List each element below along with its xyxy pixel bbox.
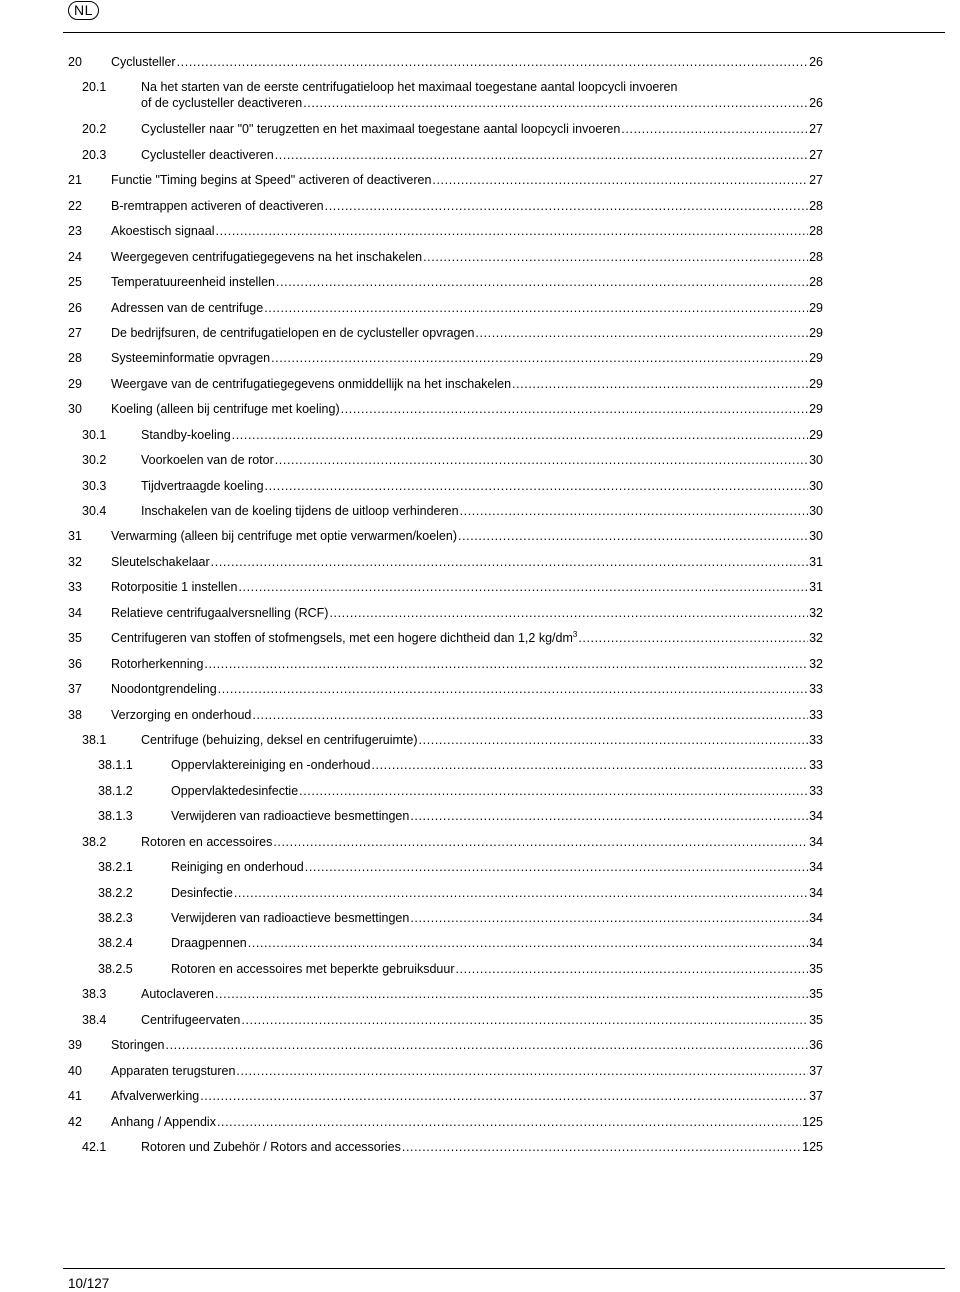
toc-entry-number: 30.4 bbox=[82, 504, 107, 518]
toc-dot-leader bbox=[271, 351, 808, 365]
toc-entry[interactable] bbox=[68, 957, 823, 982]
toc-entry[interactable] bbox=[68, 321, 823, 346]
toc-dot-leader bbox=[325, 199, 808, 213]
toc-entry[interactable] bbox=[68, 397, 823, 422]
toc-entry-page: 37 bbox=[809, 1089, 823, 1104]
toc-dot-leader bbox=[402, 1140, 801, 1154]
header-rule bbox=[63, 32, 945, 33]
toc-entry-number: 38.2.3 bbox=[98, 911, 133, 925]
toc-entry-page: 37 bbox=[809, 1063, 823, 1078]
toc-entry-number: 38.1.3 bbox=[98, 809, 133, 824]
toc-dot-leader bbox=[265, 479, 809, 493]
toc-entry-page: 33 bbox=[809, 682, 823, 697]
toc-dot-leader bbox=[200, 1089, 808, 1103]
toc-dot-leader bbox=[460, 504, 809, 518]
toc-entry-title: Afvalverwerking bbox=[111, 1089, 200, 1104]
toc-entry[interactable] bbox=[68, 168, 823, 193]
toc-dot-leader bbox=[423, 250, 808, 264]
toc-entry-page: 29 bbox=[809, 351, 823, 366]
toc-entry-page: 34 bbox=[809, 834, 823, 849]
toc-dot-leader bbox=[621, 122, 808, 136]
toc-entry-title: Na het starten van de eerste centrifugatieloop het maximaal toegestane aantal loopcycli invoeren bbox=[141, 80, 678, 95]
toc-entry-title: Rotoren en accessoires bbox=[141, 834, 273, 849]
toc-entry-title: Draagpennen bbox=[171, 936, 247, 951]
toc-entry-number: 36 bbox=[68, 656, 82, 671]
toc-entry-number: 38.2 bbox=[82, 834, 107, 849]
toc-dot-leader bbox=[211, 555, 808, 569]
toc-dot-leader bbox=[432, 173, 808, 187]
toc-entry-page: 30 bbox=[809, 529, 823, 544]
toc-dot-leader bbox=[299, 784, 808, 798]
toc-dot-leader bbox=[371, 758, 808, 772]
toc-entry[interactable] bbox=[68, 804, 823, 829]
toc-entry-number: 20.3 bbox=[82, 147, 107, 162]
toc-entry[interactable] bbox=[68, 550, 823, 575]
toc-dot-leader bbox=[475, 326, 808, 340]
toc-entry-title: Rotorpositie 1 instellen bbox=[111, 580, 238, 595]
toc-entry[interactable] bbox=[68, 982, 823, 1007]
toc-entry-number: 26 bbox=[68, 300, 82, 315]
toc-dot-leader bbox=[273, 835, 808, 849]
toc-entry[interactable] bbox=[68, 1008, 823, 1033]
toc-dot-leader bbox=[275, 453, 808, 467]
toc-dot-leader bbox=[217, 1115, 801, 1129]
toc-entry-number: 29 bbox=[68, 376, 82, 391]
toc-entry-title: Weergave van de centrifugatiegegevens onmiddellijk na het inschakelen bbox=[111, 376, 512, 391]
toc-entry-title: Sleutelschakelaar bbox=[111, 554, 210, 569]
toc-entry-title: Rotoren en accessoires met beperkte gebruiksduur bbox=[171, 961, 455, 976]
toc-dot-leader bbox=[241, 1013, 808, 1027]
toc-entry-title: Apparaten terugsturen bbox=[111, 1063, 236, 1078]
toc-entry-title: Cyclusteller naar "0" terugzetten en het maximaal toegestane aantal loopcycli invoeren bbox=[141, 122, 621, 137]
toc-entry[interactable] bbox=[68, 830, 823, 855]
toc-entry-page: 29 bbox=[809, 300, 823, 315]
toc-entry-title: Centrifuge (behuizing, deksel en centrifugeruimte) bbox=[141, 732, 418, 747]
toc-dot-leader bbox=[204, 657, 808, 671]
toc-entry-title: Verzorging en onderhoud bbox=[111, 707, 252, 722]
toc-entry-title: B-remtrappen activeren of deactiveren bbox=[111, 198, 324, 213]
toc-entry-title: Cyclusteller bbox=[111, 55, 176, 69]
toc-entry[interactable] bbox=[68, 931, 823, 956]
toc-entry[interactable] bbox=[68, 881, 823, 906]
toc-entry-title: Verwijderen van radioactieve besmettingen bbox=[171, 809, 410, 824]
toc-dot-leader bbox=[236, 1064, 808, 1078]
toc-entry[interactable] bbox=[68, 703, 823, 728]
toc-entry-number: 28 bbox=[68, 351, 82, 366]
toc-dot-leader bbox=[419, 733, 809, 747]
toc-dot-leader bbox=[276, 275, 808, 289]
toc-entry-title: Rotorherkenning bbox=[111, 656, 204, 671]
toc-dot-leader bbox=[248, 936, 808, 950]
toc-entry[interactable] bbox=[68, 601, 823, 626]
toc-dot-leader bbox=[238, 580, 808, 594]
toc-entry-number: 39 bbox=[68, 1038, 82, 1053]
toc-entry-number: 20 bbox=[68, 55, 82, 69]
toc-entry-title: Noodontgrendeling bbox=[111, 682, 217, 697]
toc-entry-title: Voorkoelen van de rotor bbox=[141, 453, 274, 468]
toc-entry-page: 125 bbox=[802, 1139, 823, 1154]
toc-entry-page: 30 bbox=[809, 504, 823, 518]
toc-entry-title: Temperatuureenheid instellen bbox=[111, 275, 275, 290]
toc-entry-page: 29 bbox=[809, 427, 823, 442]
toc-dot-leader bbox=[232, 428, 808, 442]
toc-entry[interactable] bbox=[68, 728, 823, 753]
toc-entry[interactable] bbox=[68, 270, 823, 295]
toc-entry-number: 37 bbox=[68, 682, 82, 697]
toc-entry-number: 38.1.2 bbox=[98, 783, 133, 798]
toc-entry-title: Centrifugeren van stoffen of stofmengsels, met een hogere dichtheid dan 1,2 $kg/dm^3$ bbox=[111, 630, 578, 646]
toc-entry[interactable] bbox=[68, 906, 823, 931]
toc-entry-number: 38.2.1 bbox=[98, 860, 133, 875]
toc-entry-number: 38.2.4 bbox=[98, 936, 133, 951]
toc-entry-number: 32 bbox=[68, 554, 82, 569]
toc-entry-number: 30 bbox=[68, 402, 82, 417]
toc-entry[interactable] bbox=[68, 448, 823, 473]
toc-entry[interactable] bbox=[68, 855, 823, 880]
toc-entry-page: 30 bbox=[809, 478, 823, 493]
toc-dot-leader bbox=[216, 224, 809, 238]
toc-dot-leader bbox=[215, 987, 808, 1001]
toc-entry-page: 28 bbox=[809, 275, 823, 290]
toc-dot-leader bbox=[275, 148, 808, 162]
toc-entry-title: of de cyclusteller deactiveren bbox=[141, 96, 303, 111]
toc-entry-page: 26 bbox=[809, 96, 823, 111]
toc-entry-page: 34 bbox=[809, 885, 823, 900]
toc-entry-title: Rotoren und Zubehör / Rotors and accessories bbox=[141, 1139, 401, 1154]
toc-entry-page: 36 bbox=[809, 1038, 823, 1053]
toc-entry-number: 38.1.1 bbox=[98, 758, 133, 773]
toc-entry-number: 42 bbox=[68, 1114, 82, 1129]
toc-entry-number: 20.1 bbox=[82, 80, 107, 95]
toc-dot-leader bbox=[305, 860, 808, 874]
toc-entry-page: 28 bbox=[809, 249, 823, 264]
toc-dot-leader bbox=[410, 911, 808, 925]
toc-dot-leader bbox=[458, 529, 808, 543]
toc-entry[interactable] bbox=[68, 346, 823, 371]
toc-entry[interactable] bbox=[68, 1135, 823, 1160]
toc-entry-page: 34 bbox=[809, 936, 823, 951]
toc-entry-page: 125 bbox=[802, 1114, 823, 1129]
toc-entry-page: 33 bbox=[809, 707, 823, 722]
toc-entry[interactable] bbox=[68, 1033, 823, 1058]
toc-entry-number: 40 bbox=[68, 1063, 82, 1078]
toc-entry[interactable] bbox=[68, 1110, 823, 1135]
page-number: 10/127 bbox=[68, 1276, 110, 1291]
toc-entry-number: 38.3 bbox=[82, 987, 107, 1002]
toc-dot-leader bbox=[177, 55, 808, 69]
toc-entry[interactable] bbox=[68, 575, 823, 600]
toc-entry-number: 35 bbox=[68, 631, 82, 646]
toc-entry-title: Koeling (alleen bij centrifuge met koeling) bbox=[111, 402, 340, 417]
toc-entry[interactable] bbox=[68, 1084, 823, 1109]
toc-entry-title: Systeeminformatie opvragen bbox=[111, 351, 271, 366]
toc-entry-page: 31 bbox=[809, 580, 823, 595]
toc-dot-leader bbox=[252, 708, 808, 722]
toc-entry-title: Standby-koeling bbox=[141, 427, 231, 442]
toc-entry[interactable] bbox=[68, 652, 823, 677]
toc-entry-title: Autoclaveren bbox=[141, 987, 214, 1002]
toc-entry-page: 32 bbox=[809, 656, 823, 671]
toc-entry[interactable] bbox=[68, 219, 823, 244]
toc-entry[interactable] bbox=[68, 1059, 823, 1084]
toc-entry-page: 34 bbox=[809, 911, 823, 925]
toc-entry-title: Adressen van de centrifuge bbox=[111, 300, 264, 315]
toc-entry-number: 42.1 bbox=[82, 1139, 107, 1154]
toc-entry-page: 34 bbox=[809, 809, 823, 824]
toc-entry-number: 25 bbox=[68, 275, 82, 290]
toc-entry[interactable] bbox=[68, 753, 823, 778]
toc-entry[interactable] bbox=[68, 677, 823, 702]
toc-entry-title: Tijdvertraagde koeling bbox=[141, 478, 264, 493]
toc-entry-number: 31 bbox=[68, 529, 82, 544]
toc-entry-title: Desinfectie bbox=[171, 885, 233, 900]
toc-entry-page: 28 bbox=[809, 198, 823, 213]
toc-entry-title: Anhang / Appendix bbox=[111, 1114, 216, 1129]
toc-entry-page: 35 bbox=[809, 961, 823, 976]
toc-dot-leader bbox=[264, 301, 808, 315]
toc-entry-page: 30 bbox=[809, 453, 823, 468]
toc-dot-leader bbox=[341, 402, 808, 416]
toc-entry-number: 23 bbox=[68, 224, 82, 239]
toc-entry[interactable] bbox=[68, 194, 823, 219]
toc-dot-leader bbox=[166, 1038, 809, 1052]
toc-entry[interactable] bbox=[68, 499, 823, 524]
toc-entry-number: 33 bbox=[68, 580, 82, 595]
toc-entry-number: 38 bbox=[68, 707, 82, 722]
toc-entry-title: Oppervlaktereiniging en -onderhoud bbox=[171, 758, 371, 773]
toc-entry-title: Weergegeven centrifugatiegegevens na het inschakelen bbox=[111, 249, 423, 264]
toc-entry-title: Verwarming (alleen bij centrifuge met optie verwarmen/koelen) bbox=[111, 529, 457, 544]
toc-dot-leader bbox=[455, 962, 808, 976]
toc-entry-page: 27 bbox=[809, 147, 823, 162]
toc-entry-number: 30.3 bbox=[82, 478, 107, 493]
toc-entry-title: De bedrijfsuren, de centrifugatielopen en de cyclusteller opvragen bbox=[111, 325, 475, 340]
toc-entry-page: 32 bbox=[809, 631, 823, 646]
table-of-contents bbox=[68, 50, 823, 1160]
toc-entry-number: 38.2.2 bbox=[98, 885, 133, 900]
toc-entry-title: Cyclusteller deactiveren bbox=[141, 147, 274, 162]
superscript: 3 bbox=[572, 630, 578, 640]
toc-entry[interactable] bbox=[68, 524, 823, 549]
toc-entry-title: Centrifugeervaten bbox=[141, 1012, 241, 1027]
toc-entry-number: 41 bbox=[68, 1089, 82, 1104]
toc-entry-page: 33 bbox=[809, 758, 823, 773]
toc-entry-number: 21 bbox=[68, 173, 82, 188]
toc-entry-page: 29 bbox=[809, 325, 823, 340]
toc-entry[interactable] bbox=[68, 474, 823, 499]
toc-entry-page: 35 bbox=[809, 987, 823, 1002]
toc-dot-leader bbox=[303, 96, 808, 110]
toc-entry-title: Functie "Timing begins at Speed" activeren of deactiveren bbox=[111, 173, 432, 188]
toc-dot-leader bbox=[512, 377, 808, 391]
toc-entry-number: 20.2 bbox=[82, 122, 107, 137]
toc-entry-page: 31 bbox=[809, 554, 823, 569]
toc-entry[interactable] bbox=[68, 372, 823, 397]
toc-entry-number: 30.2 bbox=[82, 453, 107, 468]
toc-dot-leader bbox=[234, 886, 808, 900]
toc-entry-number: 30.1 bbox=[82, 427, 107, 442]
toc-entry[interactable] bbox=[68, 117, 823, 142]
toc-entry[interactable] bbox=[68, 296, 823, 321]
toc-entry-page: 29 bbox=[809, 402, 823, 417]
toc-entry-page: 27 bbox=[809, 122, 823, 137]
toc-entry-number: 27 bbox=[68, 325, 82, 340]
toc-entry-number: 22 bbox=[68, 198, 82, 213]
toc-dot-leader bbox=[329, 606, 808, 620]
toc-entry-number: 38.4 bbox=[82, 1012, 107, 1027]
toc-entry-title: Akoestisch signaal bbox=[111, 224, 215, 239]
toc-entry-page: 34 bbox=[809, 860, 823, 875]
toc-entry-title: Reiniging en onderhoud bbox=[171, 860, 304, 875]
toc-entry-page: 35 bbox=[809, 1012, 823, 1027]
toc-entry-number: 24 bbox=[68, 249, 82, 264]
toc-entry-page: 32 bbox=[809, 605, 823, 620]
toc-entry-page: 33 bbox=[809, 732, 823, 747]
toc-entry-page: 27 bbox=[809, 173, 823, 188]
toc-entry[interactable] bbox=[68, 50, 823, 75]
toc-dot-leader bbox=[578, 631, 808, 645]
toc-entry-title: Inschakelen van de koeling tijdens de uitloop verhinderen bbox=[141, 504, 459, 518]
toc-entry-page: 28 bbox=[809, 224, 823, 239]
toc-entry[interactable] bbox=[68, 779, 823, 804]
toc-entry-number: 38.1 bbox=[82, 732, 107, 747]
toc-entry-title: Relatieve centrifugaalversnelling (RCF) bbox=[111, 605, 329, 620]
toc-entry[interactable] bbox=[68, 143, 823, 168]
toc-entry-title: Oppervlaktedesinfectie bbox=[171, 783, 299, 798]
toc-entry-number: 34 bbox=[68, 605, 82, 620]
footer-rule bbox=[63, 1268, 945, 1269]
toc-entry-page: 26 bbox=[809, 55, 823, 69]
toc-entry-title: Storingen bbox=[111, 1038, 165, 1053]
toc-entry-page: 29 bbox=[809, 376, 823, 391]
toc-entry[interactable] bbox=[68, 626, 823, 651]
language-badge: NL bbox=[68, 1, 99, 20]
toc-entry[interactable] bbox=[68, 75, 823, 117]
toc-dot-leader bbox=[410, 809, 808, 823]
toc-entry-title: Verwijderen van radioactieve besmettingen bbox=[171, 911, 410, 925]
toc-entry-page: 33 bbox=[809, 783, 823, 798]
toc-entry[interactable] bbox=[68, 245, 823, 270]
toc-entry[interactable] bbox=[68, 423, 823, 448]
toc-entry-number: 38.2.5 bbox=[98, 961, 133, 976]
toc-dot-leader bbox=[218, 682, 808, 696]
